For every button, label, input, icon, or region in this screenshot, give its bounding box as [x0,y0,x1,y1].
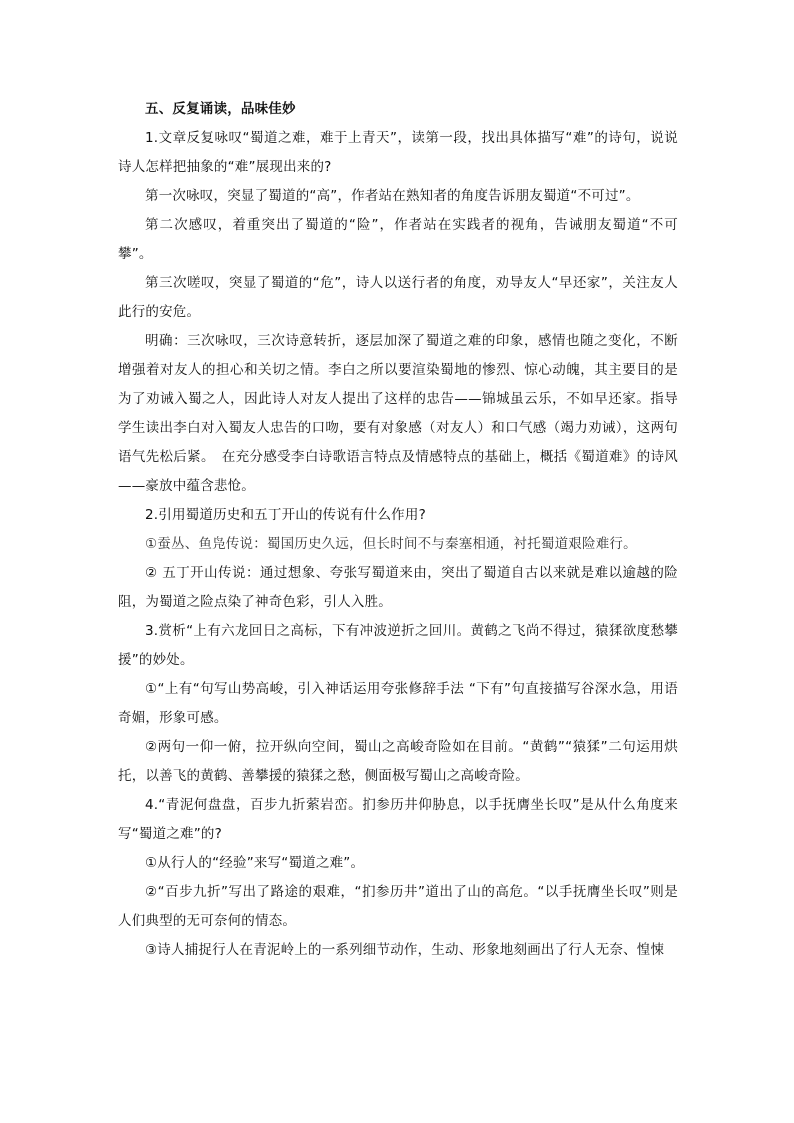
question-4: 4.“青泥何盘盘，百步九折萦岩峦。扪参历井仰胁息，以手抚膺坐长叹”是从什么角度来写“蜀道之难”的? [118,797,678,842]
document-page [118,95,678,965]
clarification-paragraph: 明确：三次咏叹，三次诗意转折，逐层加深了蜀道之难的印象，感情也随之变化，不断增强着对友人的担心和关切之情。李白之所以要渲染蜀地的惨烈、惊心动魄，其主要目的是为了劝诫入蜀之人，因此诗人对友人提出了这样的忠告——锦城虽云乐，不如早还家。指导学生读出李白对入蜀友人忠告的口吻，要有对象感（对友人）和口气感（竭力劝诫），这两句语气先松后紧。 在充分感受李白诗歌语言特点及情感特点的基础上，概括《蜀道难》的诗风——豪放中蕴含悲怆。 [118,333,678,494]
answer-paragraph: ①蚕丛、鱼凫传说：蜀国历史久远，但长时间不与秦塞相通，衬托蜀道艰险难行。 [145,536,637,552]
answer-paragraph: 第一次咏叹，突显了蜀道的“高”，作者站在熟知者的角度告诉朋友蜀道“不可过”。 [145,188,640,204]
answer-paragraph: ①从行人的“经验”来写“蜀道之难”。 [145,855,365,871]
answer-paragraph: 第二次感叹，着重突出了蜀道的“险”，作者站在实践者的视角，告诫朋友蜀道“不可攀”。 [118,217,678,262]
answer-paragraph: ②“百步九折”写出了路途的艰难，“扪参历井”道出了山的高危。“以手抚膺坐长叹”则是人们典型的无可奈何的情态。 [118,884,678,929]
answer-paragraph: ①“上有“句写山势高峻，引入神话运用夸张修辞手法 “下有”句直接描写谷深水急，用语奇媚，形象可感。 [118,681,678,726]
answer-paragraph: ② 五丁开山传说：通过想象、夸张写蜀道来由，突出了蜀道自古以来就是难以逾越的险阻，为蜀道之险点染了神奇色彩，引人入胜。 [118,565,678,610]
answer-paragraph: 第三次嗟叹，突显了蜀道的“危”，诗人以送行者的角度，劝导友人“早还家”，关注友人此行的安危。 [118,275,678,320]
answer-paragraph: ②两句一仰一俯，拉开纵向空间，蜀山之高峻奇险如在目前。“黄鹤”“猿猱”二句运用烘托，以善飞的黄鹤、善攀援的猿猱之愁，侧面极写蜀山之高峻奇险。 [118,739,678,784]
question-1: 1.文章反复咏叹“蜀道之难，难于上青天”，读第一段，找出具体描写“难”的诗句，说说诗人怎样把抽象的“难”展现出来的? [118,130,678,175]
answer-paragraph: ③诗人捕捉行人在青泥岭上的一系列细节动作，生动、形象地刻画出了行人无奈、惶悚 [145,942,665,958]
question-2: 2.引用蜀道历史和五丁开山的传说有什么作用? [145,507,426,523]
section-heading: 五、反复诵读，品味佳妙 [145,101,296,117]
question-3: 3.赏析“上有六龙回日之高标，下有冲波逆折之回川。黄鹤之飞尚不得过，猿猱欲度愁攀援”的妙处。 [118,623,678,668]
